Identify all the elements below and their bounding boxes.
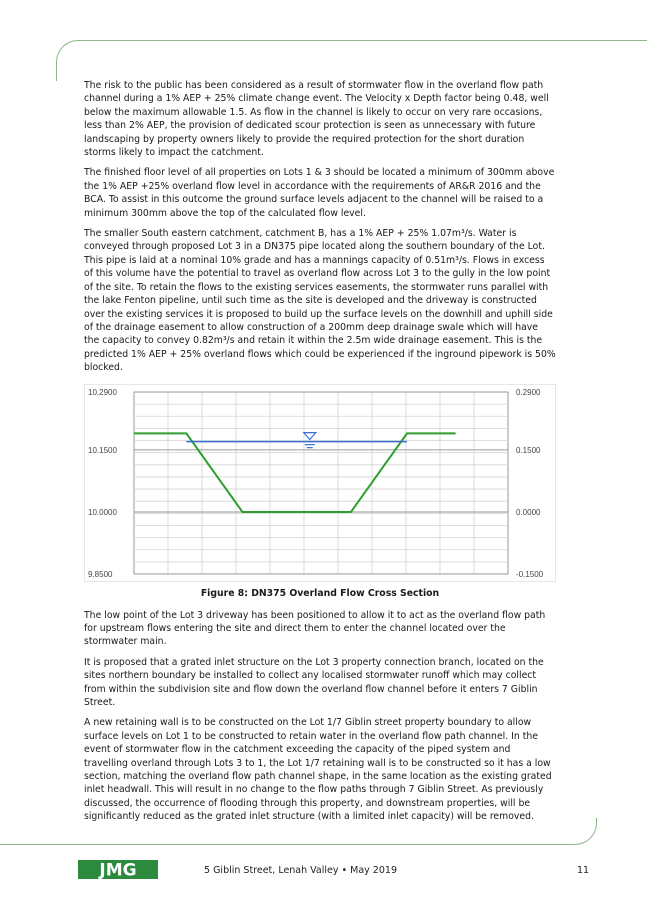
logo-text: JMG xyxy=(99,860,137,881)
chart-frame xyxy=(84,384,556,582)
paragraph-grated-inlet: It is proposed that a grated inlet structure on the Lot 3 property connection branch, located on the sites northern boundary be installed to collect any localised stormwater runoff which may collect from within the subdivision site and flow down the overland flow channel before it enters 7 Giblin Street. xyxy=(84,656,544,708)
left-tick-label: 10.2900 xyxy=(88,387,117,397)
paragraph-retaining-wall: A new retaining wall is to be constructed on the Lot 1/7 Giblin street property boundary to allow surface levels on Lot 1 to be constructed to retain water in the overland flow path channel. In the event of stormwater flow in the catchment exceeding the capacity of the piped system and travelling overland through Lots 3 to 1, the Lot 1/7 retaining wall is to be constructed so it has a low section, matching the overland flow path channel shape, in the same location as the existing grated inlet headwall. This will result in no change to the flow paths through 7 Giblin Street. As previously discussed, the occurrence of flooding through this property, and downstream properties, will be significantly reduced as the grated inlet structure (with a limited inlet capacity) will be removed. xyxy=(84,717,552,823)
paragraph-risk: The risk to the public has been considered as a result of stormwater flow in the overland flow path channel during a 1% AEP + 25% climate change event. The Velocity x Depth factor being 0.48, well below the maximum allowable 1.5. As flow in the channel is likely to occur on very rare occasions, less than 2% AEP, the provision of dedicated scour protection is seen as unnecessary with future landscaping by property owners likely to provide the required protection for the short duration storms likely to impact the catchment. xyxy=(84,80,549,159)
paragraph-floor-level: The finished floor level of all properties on Lots 1 & 3 should be located a minimum of 300mm above the 1% AEP +25% overland flow level in accordance with the requirements of AR&R 2016 and the BCA. To assist in this outcome the ground surface levels adjacent to the channel will be raised to a minimum 300mm above the top of the calculated flow level. xyxy=(84,167,555,219)
chart-svg xyxy=(84,384,556,582)
cross-section-chart xyxy=(84,384,556,582)
left-tick-label: 10.0000 xyxy=(88,507,117,517)
footer-address: 5 Giblin Street, Lenah Valley • May 2019 xyxy=(204,865,397,876)
right-tick-label: 0.0000 xyxy=(516,507,541,517)
right-tick-label: -0.1500 xyxy=(516,569,544,579)
right-tick-label: 0.1500 xyxy=(516,445,541,455)
paragraph-catchment-b: The smaller South eastern catchment, catchment B, has a 1% AEP + 25% 1.07m³/s. Water is conveyed through proposed Lot 3 in a DN375 pipe located along the southern boundary of the Lot. This pipe is laid at a nominal 10% grade and has a mannings capacity of 0.51m³/s. Flows in excess of this volume have the potential to travel as overland flow across Lot 3 to the gully in the low point of the site. To retain the flows to the existing services easements, the stormwater runs parallel with the lake Fenton pipeline, until such time as the site is developed and the driveway is constructed over the existing services it is proposed to build up the surface levels on the downhill and uphill side of the drainage easement to allow construction of a 200mm deep drainage swale which will have the capacity to convey 0.82m³/s and retain it within the 2.5m wide drainage easement. This is the predicted 1% AEP + 25% overland flows which could be experienced if the inground pipework is 50% blocked. xyxy=(84,228,556,374)
jmg-logo xyxy=(78,856,158,882)
page-frame-top xyxy=(56,40,647,81)
left-tick-label: 9.8500 xyxy=(88,569,113,579)
right-tick-label: 0.2900 xyxy=(516,387,541,397)
paragraph-driveway: The low point of the Lot 3 driveway has been positioned to allow it to act as the overland flow path for upstream flows entering the site and direct them to enter the channel located over the stormwater main. xyxy=(84,609,546,648)
page-number: 11 xyxy=(577,865,590,876)
left-tick-label: 10.1500 xyxy=(88,445,117,455)
page-content xyxy=(84,79,556,831)
figure-caption: Figure 8: DN375 Overland Flow Cross Section xyxy=(200,587,440,599)
page-frame-bottom xyxy=(0,818,597,845)
